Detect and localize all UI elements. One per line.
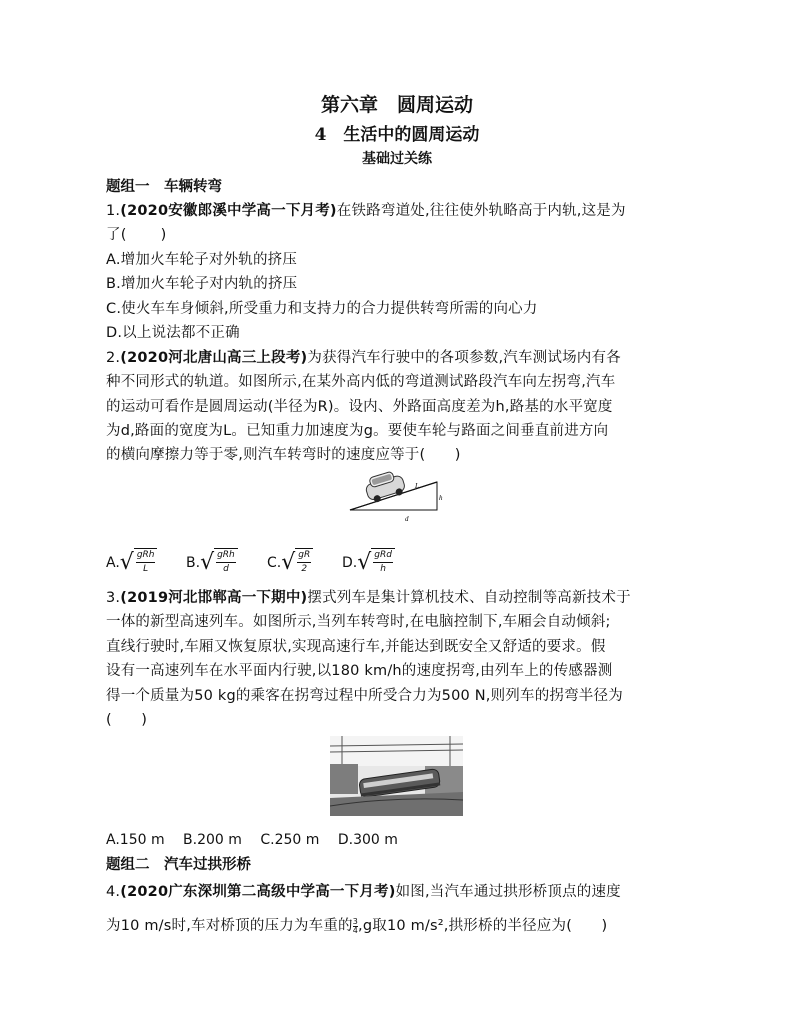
- q1-option-c: C.使火车车身倾斜,所受重力和支持力的合力提供转弯所需的向心力: [106, 301, 538, 317]
- label-L: L: [415, 482, 419, 490]
- q2-source: (2020河北唐山高三上段考): [120, 350, 308, 366]
- q2-line4: 为d,路面的宽度为L。已知重力加速度为g。要使车轮与路面之间垂直前进方向: [106, 423, 609, 439]
- q2-line3: 的运动可看作是圆周运动(半径为R)。设内、外路面高度差为h,路基的水平宽度: [106, 399, 613, 415]
- q2-banked-road-figure: [345, 466, 445, 524]
- q3-line3: 直线行驶时,车厢又恢复原状,实现高速行车,并能达到既安全又舒适的要求。假: [106, 639, 606, 655]
- label-d: d: [405, 515, 409, 523]
- q2-option-a-den: L: [143, 564, 149, 574]
- label-h: h: [439, 494, 443, 502]
- group2-title: 题组二 汽车过拱形桥: [106, 856, 251, 873]
- q2-option-d-letter: D.: [342, 555, 358, 571]
- q1-option-d: D.以上说法都不正确: [106, 325, 240, 341]
- q1-option-b: B.增加火车轮子对内轨的挤压: [106, 276, 298, 292]
- q1-source: (2020安徽郎溪中学高一下月考): [120, 203, 337, 219]
- q2-option-c-letter: C.: [267, 555, 282, 571]
- q3-text-1: 摆式列车是集计算机技术、自动控制等高新技术于: [307, 590, 631, 606]
- q4-text-2a: 为10 m/s时,车对桥顶的压力为车重的: [106, 918, 353, 934]
- q2-option-b-num: gRh: [216, 549, 236, 563]
- q4-source: (2020广东深圳第二高级中学高一下月考): [120, 884, 396, 900]
- q1-stem-a: 在铁路弯道处,往往使外轨略高于内轨,这是为: [336, 203, 626, 219]
- q3-num: 3.: [106, 590, 121, 606]
- q3-options: A.150 m B.200 m C.250 m D.300 m: [106, 832, 398, 848]
- q4-text-1: 如图,当汽车通过拱形桥顶点的速度: [395, 884, 621, 900]
- q3-line4: 设有一高速列车在水平面内行驶,以180 km/h的速度拐弯,由列车上的传感器测: [106, 663, 613, 679]
- q2-line1: [106, 346, 621, 367]
- q3-source: (2019河北邯郸高一下期中): [120, 590, 308, 606]
- q2-option-d-num: gRd: [373, 549, 393, 563]
- q2-option-b-den: d: [223, 564, 229, 574]
- chapter-title: 第六章 圆周运动: [320, 94, 473, 116]
- q2-option-a: A. √ $\frac{\text{gRh}}{L}$: [106, 548, 157, 578]
- q4-frac-num: 3: [352, 916, 359, 926]
- q2-line5: 的横向摩擦力等于零,则汽车转弯时的速度应等于( ): [106, 447, 461, 463]
- q1-line1: [106, 199, 626, 220]
- q4-num: 4.: [106, 884, 121, 900]
- q1-option-a: A.增加火车轮子对外轨的挤压: [106, 252, 298, 268]
- q2-option-b: B. √ $\frac{\text{gRh}}{d}$: [186, 548, 238, 578]
- q2-line2: 种不同形式的轨道。如图所示,在某外高内低的弯道测试路段汽车向左拐弯,汽车: [106, 374, 616, 390]
- subtitle: 基础过关练: [362, 151, 432, 167]
- q4-text-2b: ,g取10 m/s²,拱形桥的半径应为( ): [358, 918, 608, 934]
- q1-paren-close: ): [160, 227, 167, 243]
- group1-title: 题组一 车辆转弯: [106, 178, 222, 195]
- q2-num: 2.: [106, 350, 121, 366]
- section-title: 4 生活中的圆周运动: [314, 125, 480, 145]
- q2-option-c-num: gR: [297, 549, 311, 563]
- q1-line2: [106, 223, 166, 244]
- q4-line2: [106, 914, 607, 935]
- q1-stem-b: 了(: [106, 227, 127, 243]
- q2-option-d: D. √ $\frac{\text{gRd}}{h}$: [342, 548, 395, 578]
- q3-line1: [106, 586, 631, 607]
- q3-line5: 得一个质量为50 kg的乘客在拐弯过程中所受合力为500 N,则列车的拐弯半径为: [106, 688, 623, 704]
- q2-option-a-letter: A.: [106, 555, 120, 571]
- q2-text-1: 为获得汽车行驶中的各项参数,汽车测试场内有各: [307, 350, 621, 366]
- q2-option-a-num: gRh: [136, 549, 156, 563]
- q2-option-d-den: h: [380, 564, 386, 574]
- q3-tilting-train-photo: [330, 736, 463, 816]
- q4-line1: [106, 880, 621, 901]
- q3-line6: ( ): [106, 712, 148, 728]
- q4-frac-den: 4: [352, 925, 359, 935]
- q1-num: 1.: [106, 203, 121, 219]
- q2-option-b-letter: B.: [186, 555, 201, 571]
- q2-option-c-den: 2: [301, 564, 308, 574]
- q3-line2: 一体的新型高速列车。如图所示,当列车转弯时,在电脑控制下,车厢会自动倾斜;: [106, 614, 611, 630]
- q2-option-c: C. √ $\frac{gR}{2}$: [267, 548, 313, 578]
